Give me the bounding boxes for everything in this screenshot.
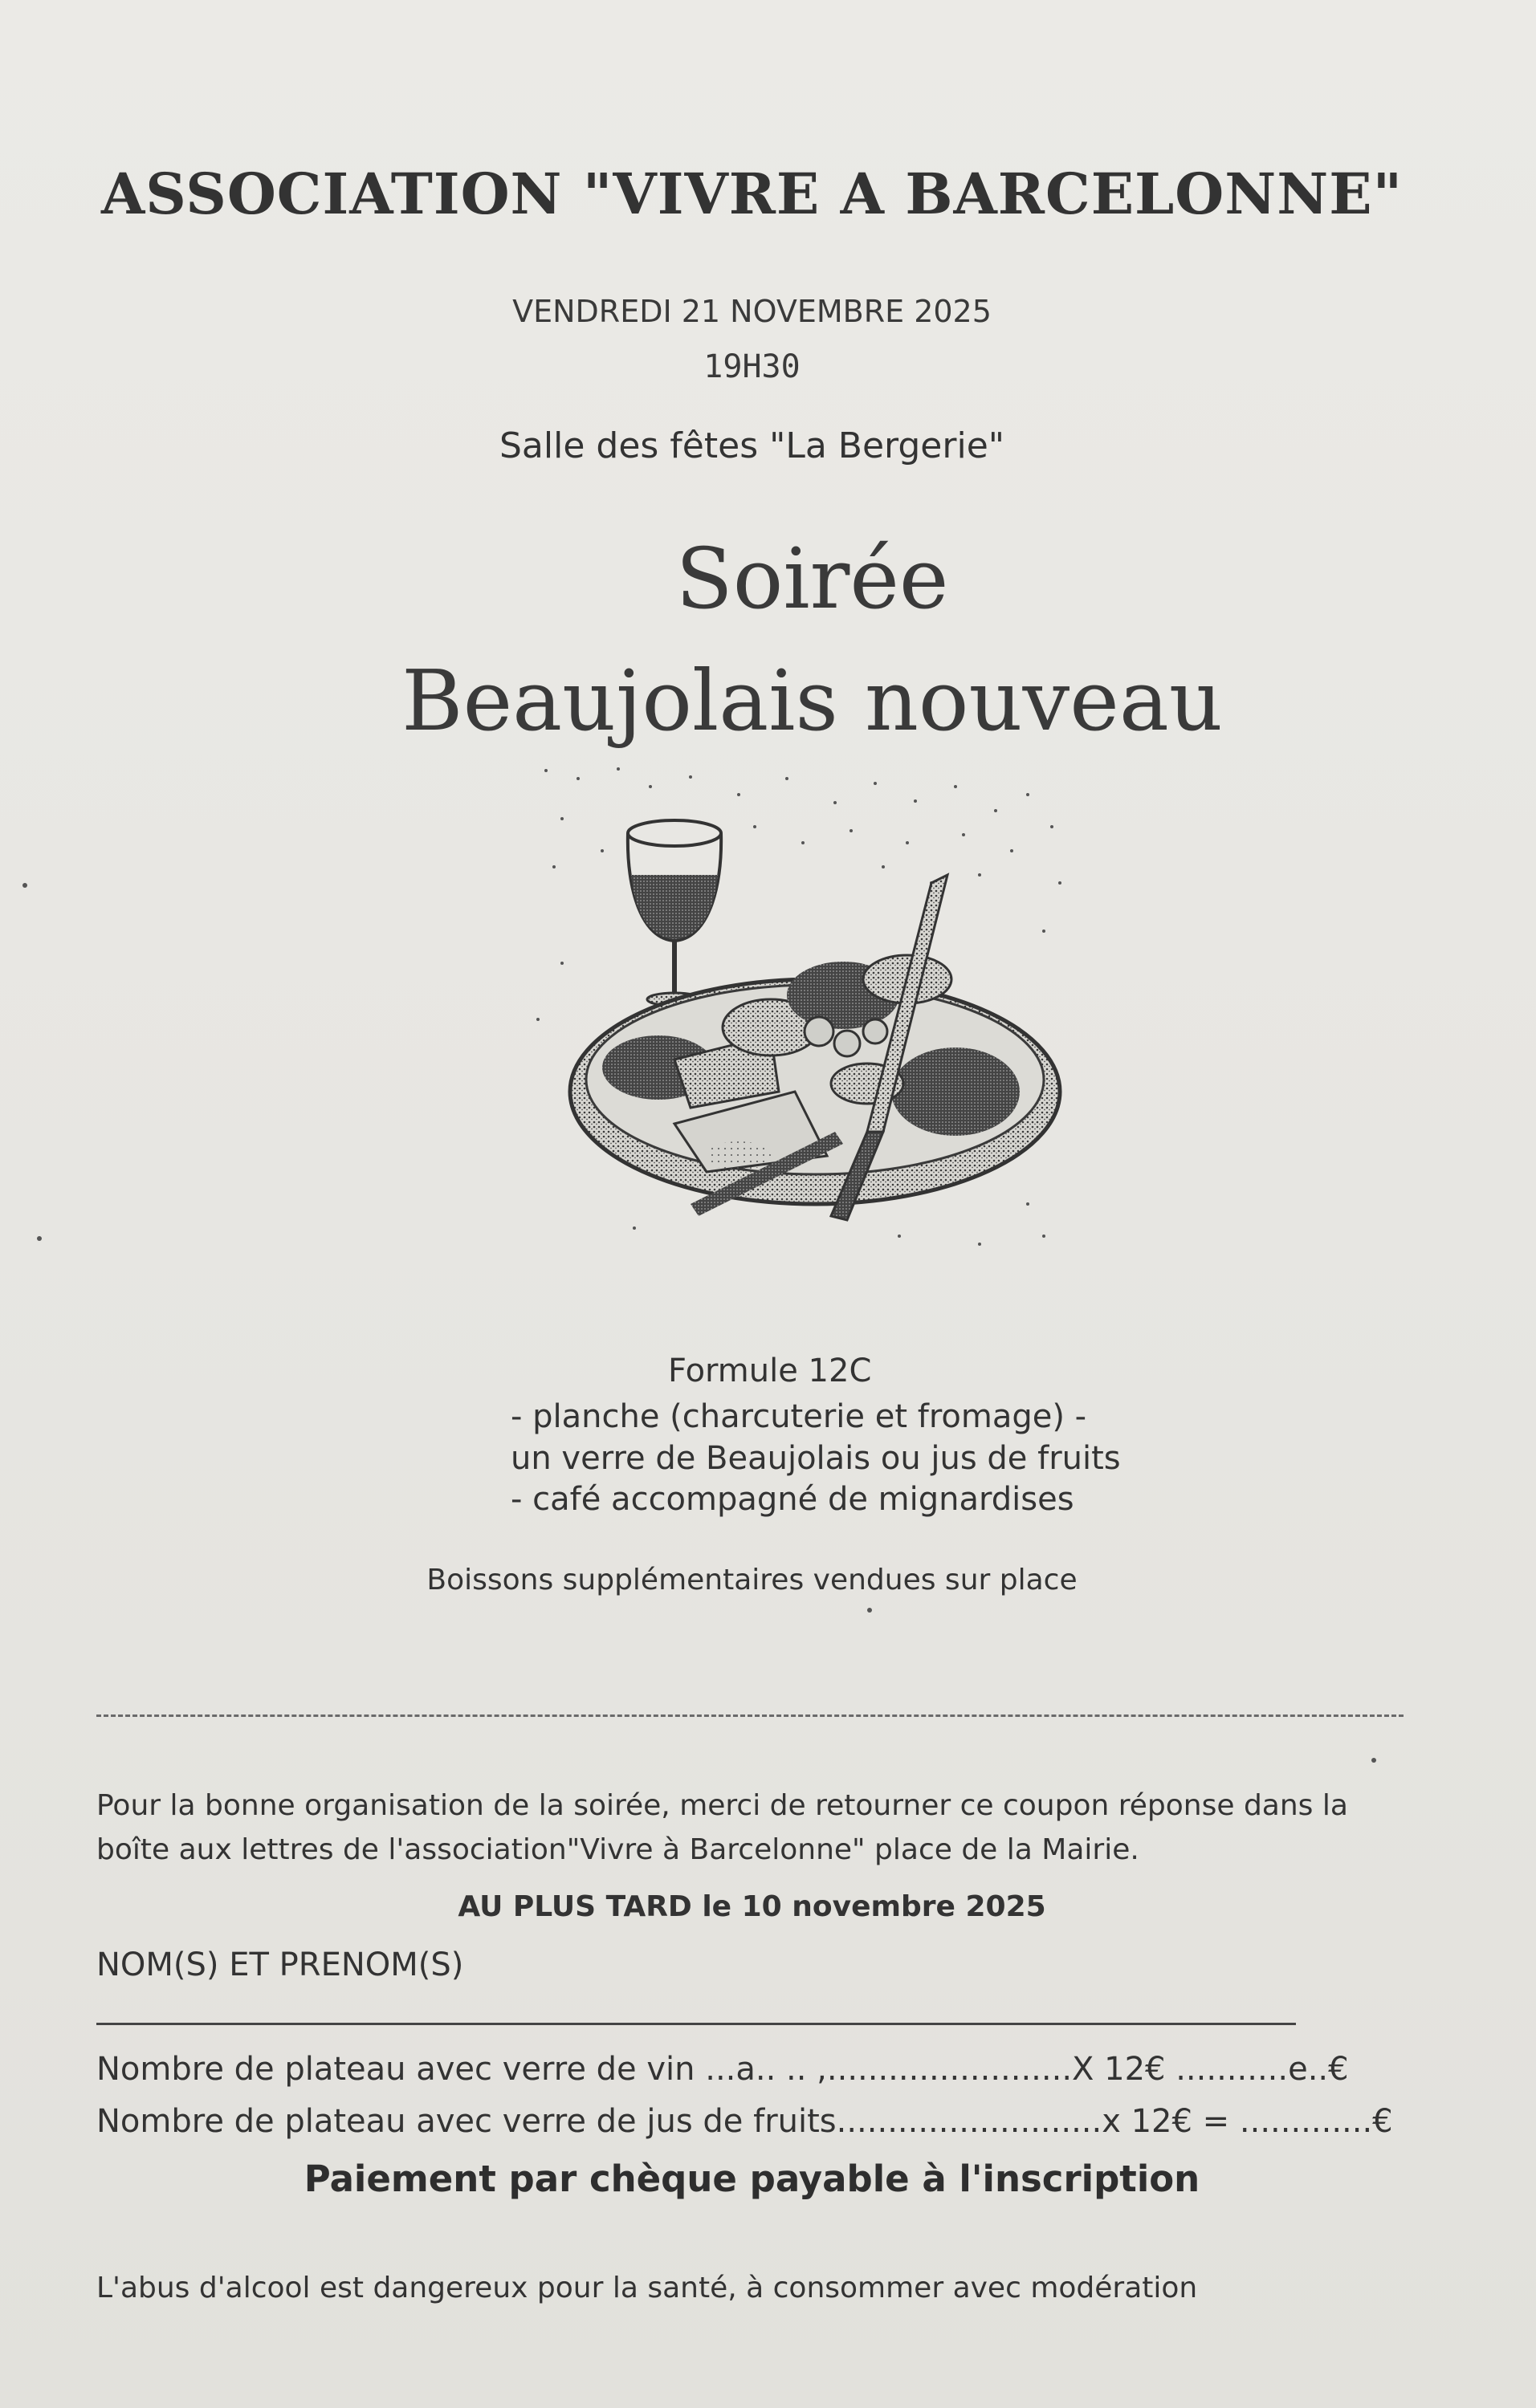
organization-title: ASSOCIATION "VIVRE A BARCELONNE" [100, 161, 1404, 227]
paper-speck [1371, 1758, 1376, 1763]
formula-item: - planche (charcuterie et fromage) - [511, 1398, 1087, 1435]
formula-item: - café accompagné de mignardises [511, 1481, 1074, 1518]
names-field-line[interactable] [96, 2023, 1296, 2025]
coupon-deadline: AU PLUS TARD le 10 novembre 2025 [458, 1890, 1046, 1923]
event-date: VENDREDI 21 NOVEMBRE 2025 [512, 294, 992, 329]
coupon-instruction: Pour la bonne organisation de la soirée, merci de retourner ce coupon réponse dans la boîte aux lettres de l'association"Vivre à Barcelonne" place de la Mairie. [96, 1789, 1348, 1866]
paper-speck [867, 1608, 872, 1613]
cut-line-divider [96, 1714, 1404, 1717]
event-venue: Salle des fêtes "La Bergerie" [499, 425, 1004, 466]
formula-title: Formule 12C [668, 1352, 872, 1389]
event-title-line2: Beaujolais nouveau [401, 652, 1223, 750]
extra-drinks-note: Boissons supplémentaires vendues sur place [426, 1564, 1078, 1597]
payment-note: Paiement par chèque payable à l'inscription [304, 2158, 1200, 2200]
event-time: 19H30 [703, 348, 801, 385]
order-wine-line[interactable]: Nombre de plateau avec verre de vin ...a.. .. ,........................X 12€ ...........e..€ [96, 2051, 1349, 2088]
alcohol-warning: L'abus d'alcool est dangereux pour la santé, à consommer avec modération [96, 2272, 1198, 2304]
event-title-line1: Soirée [675, 530, 949, 628]
paper-speck [37, 1236, 42, 1241]
names-field-label: NOM(S) ET PRENOM(S) [96, 1946, 464, 1983]
wine-glass-and-charcuterie-board-icon [530, 755, 1084, 1268]
paper-speck [22, 883, 27, 888]
order-juice-line[interactable]: Nombre de plateau avec verre de jus de fruits..........................x 12€ = .............€ [96, 2103, 1393, 2140]
formula-item: un verre de Beaujolais ou jus de fruits [511, 1440, 1121, 1477]
